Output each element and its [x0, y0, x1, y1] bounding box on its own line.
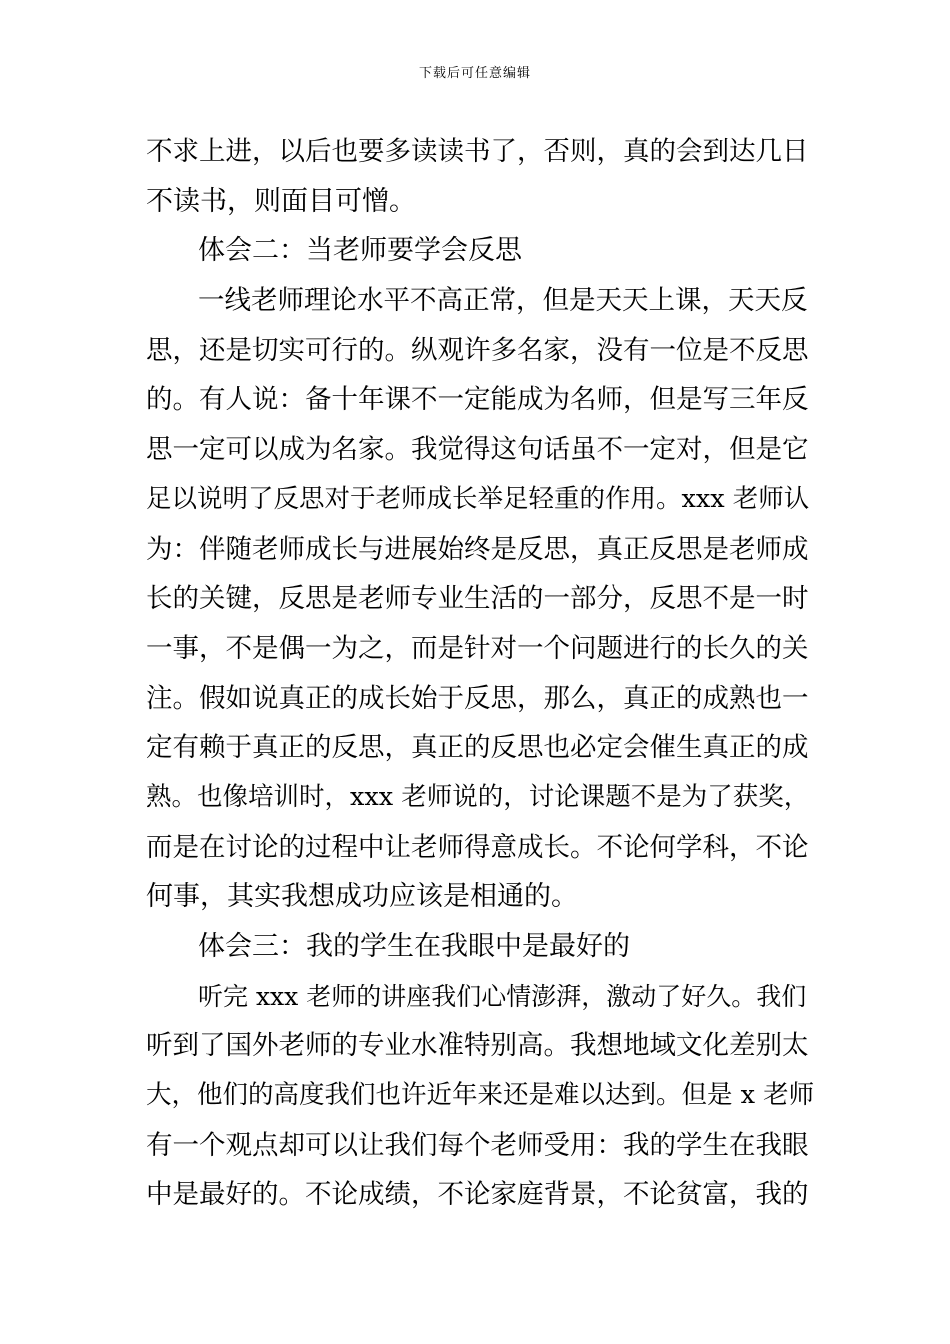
- paragraph-line: 的。有人说：备十年课不一定能成为名师，但是写三年反: [146, 384, 809, 416]
- paragraph-line: 听完 xxx 老师的讲座我们心情澎湃，激动了好久。我们: [198, 981, 807, 1011]
- paragraph-line: 何事，其实我想成功应该是相通的。: [146, 881, 578, 913]
- paragraph-line: 而是在讨论的过程中让老师得意成长。不论何学科，不论: [146, 831, 809, 863]
- paragraph-line: 思，还是切实可行的。纵观许多名家，没有一位是不反思: [146, 334, 809, 366]
- paragraph-line: 定有赖于真正的反思，真正的反思也必定会催生真正的成: [146, 732, 809, 764]
- paragraph-line: 有一个观点却可以让我们每个老师受用：我的学生在我眼: [146, 1129, 809, 1161]
- page-header: 下载后可任意编辑: [418, 66, 531, 81]
- paragraph-line: 一线老师理论水平不高正常，但是天天上课，天天反: [198, 285, 808, 317]
- paragraph-line: 一事，不是偶一为之，而是针对一个问题进行的长久的关: [146, 632, 809, 664]
- section-heading: 体会二：当老师要学会反思: [198, 235, 522, 267]
- document-body: [146, 127, 816, 1220]
- paragraph-line: 长的关键，反思是老师专业生活的一部分，反思不是一时: [146, 583, 809, 615]
- paragraph-line: 熟。也像培训时，xxx 老师说的，讨论课题不是为了获奖，: [146, 781, 810, 812]
- paragraph-line: 不求上进，以后也要多读读书了，否则，真的会到达几日: [146, 136, 809, 167]
- section-heading: 体会三：我的学生在我眼中是最好的: [198, 931, 630, 962]
- paragraph-line: 注。假如说真正的成长始于反思，那么，真正的成熟也一: [146, 682, 809, 714]
- paragraph-line: 足以说明了反思对于老师成长举足轻重的作用。xxx 老师认: [146, 483, 810, 514]
- paragraph-line: 为：伴随老师成长与进展始终是反思，真正反思是老师成: [146, 533, 809, 565]
- paragraph-line: 大，他们的高度我们也许近年来还是难以达到。但是 x 老师: [146, 1080, 815, 1111]
- paragraph-line: 听到了国外老师的专业水准特别高。我想地域文化差别太: [146, 1030, 809, 1062]
- paragraph-line: 思一定可以成为名家。我觉得这句话虽不一定对，但是它: [146, 434, 809, 466]
- paragraph-line: 中是最好的。不论成绩，不论家庭背景，不论贫富，我的: [146, 1179, 809, 1211]
- paragraph-line: 不读书，则面目可憎。: [146, 185, 416, 217]
